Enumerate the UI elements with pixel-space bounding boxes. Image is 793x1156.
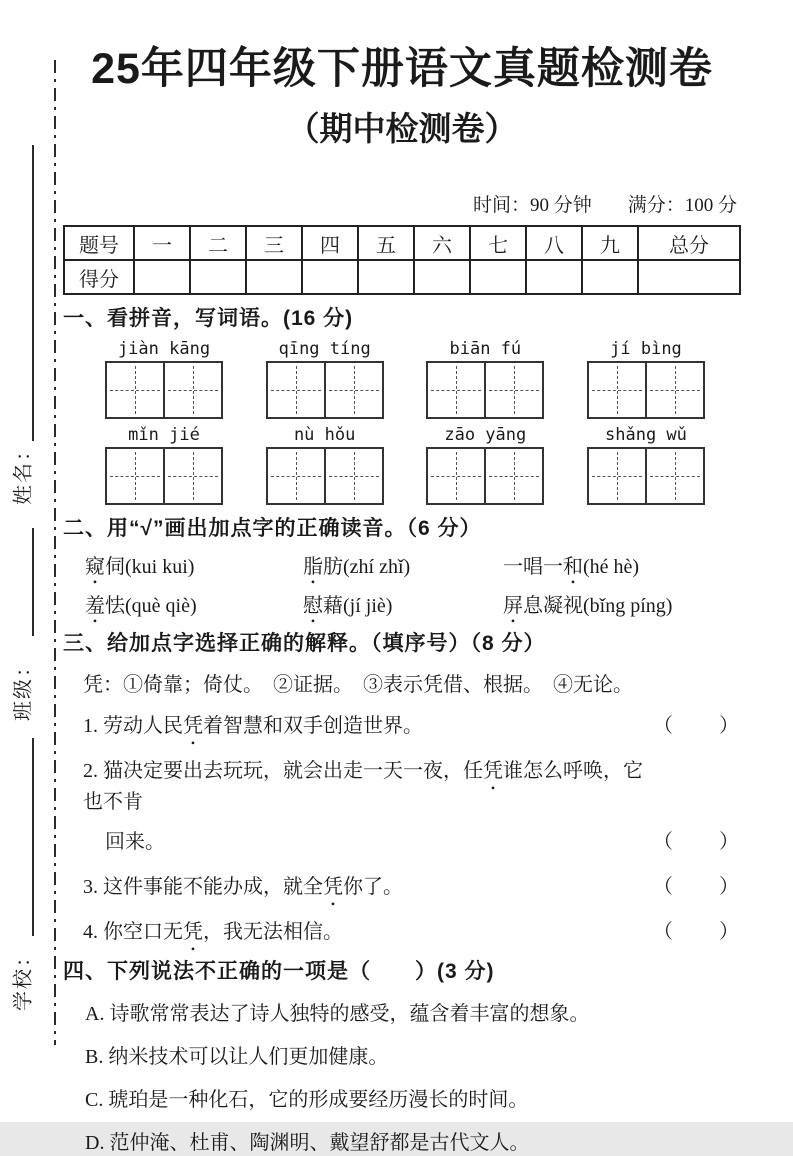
section-2-heading: 二、用“√”画出加点字的正确读音。（6 分）: [63, 517, 482, 541]
seal-dashdot-line: [54, 60, 56, 1045]
pinyin-row-2: [63, 425, 741, 445]
header-cell: 五: [358, 226, 414, 260]
pronunciation-item: 羞怯(què qiè): [85, 594, 197, 617]
question-text: 2. 猫决定要出去玩玩，就会出走一天一夜，任凭谁怎么呼唤，它也不肯: [83, 759, 643, 813]
pinyin-label: zāo yāng: [444, 425, 527, 446]
class-blank-line: [32, 528, 34, 636]
choice-option-b: [85, 1044, 741, 1070]
pinyin-label: nù hǒu: [293, 425, 356, 446]
option-label: B.: [85, 1045, 104, 1068]
time-limit-label: 时间：90 分钟: [472, 195, 592, 217]
score-table-header-row: [64, 226, 740, 260]
name-field-label: 姓名：: [12, 439, 35, 505]
grid-cell: [645, 363, 703, 417]
option-label: A.: [85, 1002, 105, 1025]
pronunciation-item: 屏息凝视(bǐng píng): [503, 594, 673, 617]
grid-cell: [589, 449, 645, 503]
score-cell: [526, 260, 582, 294]
class-field-label: 班级：: [12, 655, 35, 721]
writing-grid: [587, 361, 705, 419]
header-cell: 九: [582, 226, 638, 260]
option-text: 范仲淹、杜甫、陶渊明、戴望舒都是古代文人。: [109, 1131, 530, 1154]
pinyin-row-1: [63, 339, 741, 359]
writing-grid: [105, 361, 223, 419]
answer-blank: （ ）: [653, 830, 741, 853]
option-text: 琥珀是一种化石，它的形成要经历漫长的时间。: [108, 1088, 529, 1111]
full-score-label: 满分：100 分: [627, 195, 737, 217]
grid-cell: [324, 363, 382, 417]
page-title: 25年四年级下册语文真题检测卷: [91, 45, 713, 93]
writing-grid: [105, 447, 223, 505]
grid-cell: [484, 449, 542, 503]
score-cell: [246, 260, 302, 294]
pronunciation-item: 一唱一和(hé hè): [503, 555, 640, 578]
definition-options-line: 凭：①倚靠；倚仗。 ②证据。 ③表示凭借、根据。 ④无论。: [83, 673, 633, 696]
question-text: 4. 你空口无凭，我无法相信。: [83, 920, 343, 943]
name-blank-line: [32, 145, 34, 441]
school-field-label: 学校：: [12, 945, 35, 1011]
header-cell: 七: [470, 226, 526, 260]
answer-blank: （ ）: [653, 875, 741, 898]
pinyin-label: mǐn jié: [128, 425, 200, 446]
header-cell: 一: [134, 226, 190, 260]
score-cell: [582, 260, 638, 294]
grid-cell: [645, 449, 703, 503]
header-cell: 四: [302, 226, 358, 260]
page-subtitle: （期中检测卷）: [286, 110, 518, 148]
answer-blank: （ ）: [653, 920, 741, 943]
choice-option-c: [85, 1087, 741, 1113]
pinyin-label: shǎng wǔ: [605, 425, 687, 446]
grid-cell: [163, 449, 221, 503]
question-text-continued: 回来。: [105, 830, 165, 853]
grid-cell: [268, 363, 324, 417]
writing-grid: [266, 361, 384, 419]
grid-cell: [324, 449, 382, 503]
pronunciation-item: 慰藉(jí jiè): [303, 594, 393, 617]
question-item-1: [83, 711, 741, 742]
writing-grid: [426, 361, 544, 419]
score-cell: [638, 260, 740, 294]
pinyin-label: jiàn kāng: [117, 339, 211, 360]
pinyin-label: biān fú: [449, 339, 522, 360]
grid-cell: [428, 363, 484, 417]
option-label: D.: [85, 1131, 105, 1154]
question-item-3: [83, 872, 741, 903]
writing-grid-row-1: [63, 361, 741, 419]
grid-cell: [428, 449, 484, 503]
writing-grid-row-2: [63, 447, 741, 505]
grid-cell: [484, 363, 542, 417]
writing-grid: [587, 447, 705, 505]
writing-grid: [426, 447, 544, 505]
grid-cell: [268, 449, 324, 503]
question-text: 3. 这件事能不能办成，就全凭你了。: [83, 875, 403, 898]
score-cell: [302, 260, 358, 294]
header-cell: 二: [190, 226, 246, 260]
header-cell: 总分: [638, 226, 740, 260]
grid-cell: [107, 449, 163, 503]
score-table-score-row: [64, 260, 740, 294]
score-table: [63, 225, 741, 295]
header-cell: 八: [526, 226, 582, 260]
question-item-2: [83, 756, 741, 858]
choice-option-a: [85, 1001, 741, 1027]
header-cell: 题号: [64, 226, 134, 260]
score-cell: [190, 260, 246, 294]
writing-grid: [266, 447, 384, 505]
option-text: 纳米技术可以让人们更加健康。: [108, 1045, 389, 1068]
pronunciation-row-1: [85, 553, 741, 581]
choice-option-d: [85, 1130, 741, 1156]
grid-cell: [163, 363, 221, 417]
pinyin-label: jí bìng: [610, 339, 682, 360]
pronunciation-item: 脂肪(zhí zhǐ): [303, 555, 411, 578]
school-blank-line: [32, 738, 34, 936]
section-4-heading: 四、下列说法不正确的一项是（ ）(3 分): [63, 959, 495, 983]
header-cell: 三: [246, 226, 302, 260]
grid-cell: [589, 363, 645, 417]
exam-meta: [63, 190, 741, 217]
question-item-4: [83, 917, 741, 948]
pronunciation-row-2: [85, 592, 741, 620]
option-label: C.: [85, 1088, 104, 1111]
section-3-heading: 三、给加点字选择正确的解释。（填序号）（8 分）: [63, 631, 546, 655]
header-cell: 六: [414, 226, 470, 260]
score-cell: [134, 260, 190, 294]
question-text: 1. 劳动人民凭着智慧和双手创造世界。: [83, 714, 423, 737]
score-cell: [358, 260, 414, 294]
grid-cell: [107, 363, 163, 417]
answer-blank: （ ）: [653, 714, 741, 737]
score-cell: [414, 260, 470, 294]
exam-content: [63, 0, 741, 1156]
score-row-label: 得分: [64, 260, 134, 294]
section-1-heading: 一、看拼音，写词语。(16 分): [63, 307, 354, 331]
option-text: 诗歌常常表达了诗人独特的感受，蕴含着丰富的想象。: [109, 1002, 590, 1025]
pinyin-label: qīng tíng: [278, 339, 371, 360]
pronunciation-item: 窥伺(kui kui): [85, 555, 195, 578]
score-cell: [470, 260, 526, 294]
